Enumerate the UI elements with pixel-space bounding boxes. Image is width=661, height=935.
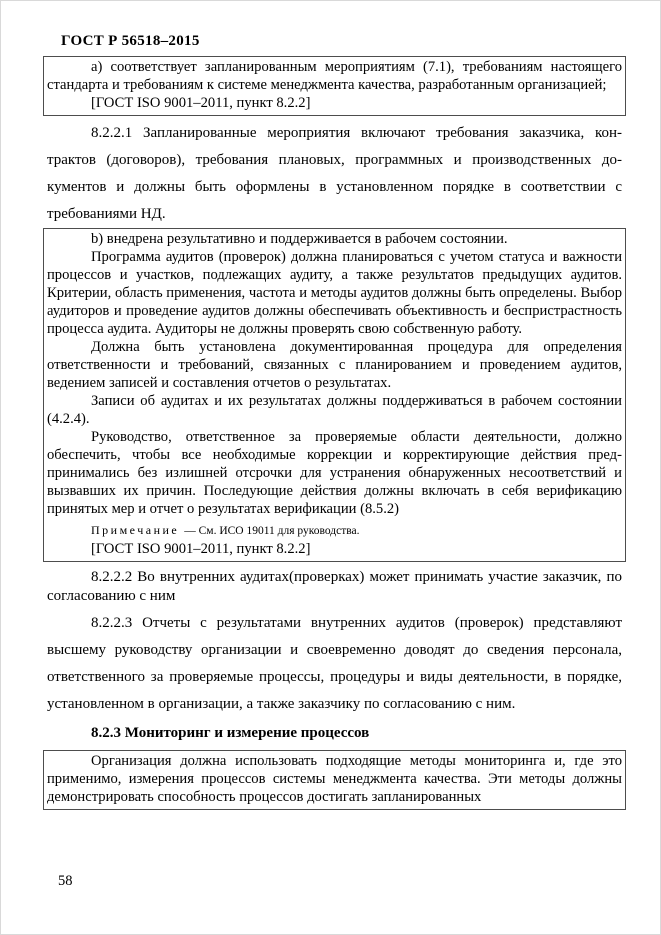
note-label: Примечание (91, 523, 180, 537)
audit-records-paragraph: Записи об аудитах и их результатах должны поддерживаться в рабочем состоянии (4.2.4). (47, 393, 622, 427)
quote-b-source-reference: [ГОСТ ISO 9001–2011, пункт 8.2.2] (91, 541, 311, 557)
document-designation: ГОСТ Р 56518–2015 (61, 33, 200, 49)
quote-a-source-reference: [ГОСТ ISO 9001–2011, пункт 8.2.2] (91, 95, 311, 111)
management-responsibility-paragraph: Руководство, ответственное за проверяемые области деятельности, должно обеспечить, чтобы все необходимые коррекции и корректирующие действия предпринимались без излишней отсрочки для устранения обнаруженных несоответствий и вызвавших их причин. Последующие действия должны включать в себя верификацию принятых мер и отчет о результатах верификации (8.5.2) (47, 429, 622, 517)
page-content (47, 32, 622, 810)
clause-8-2-2-1-paragraph: 8.2.2.1 Запланированные мероприятия включают требования заказчика, контрактов (договоров), требования плановых, программных и производственных документов и должны быть оформлены в установленном порядке в соответствии с требованиями НД. (47, 125, 622, 222)
quote-block-monitoring (43, 750, 626, 810)
monitoring-paragraph: Организация должна использовать подходящие методы мониторинга и, где это применимо, измерения процессов системы менеджмента качества. Эти методы должны демонстрировать способность процессов достигать запланированных (47, 753, 622, 805)
page-number: 58 (58, 873, 73, 889)
clause-8-2-2-3-paragraph: 8.2.2.3 Отчеты с результатами внутренних аудитов (проверок) представляют высшему руководству организации и своевременно доводят до сведения персонала, ответственного за проверяемые процессы, процедуры и виды деятельности, в порядке, установленном в организации, а также заказчику по согласованию с ним. (47, 615, 622, 712)
quote-block-b (43, 228, 626, 562)
documented-procedure-paragraph: Должна быть установлена документированная процедура для определения ответственности и требований, связанных с планированием и проведением аудитов, ведением записей и составления отчетов о результатах. (47, 339, 622, 391)
clause-b-text: b) внедрена результативно и поддерживается в рабочем состоянии. (91, 231, 508, 247)
clause-8-2-3-heading: 8.2.3 Мониторинг и измерение процессов (91, 725, 370, 741)
clause-8-2-2-2-paragraph: 8.2.2.2 Во внутренних аудитах(проверках) может принимать участие заказчик, по согласованию с ним (47, 569, 622, 604)
note-text: — См. ИСО 19011 для руководства. (184, 525, 360, 537)
note-line (47, 523, 622, 539)
quote-block-a (43, 56, 626, 116)
audit-program-paragraph: Программа аудитов (проверок) должна планироваться с учетом статуса и важности процессов и участков, подлежащих аудиту, а также результатов предыдущих аудитов. Критерии, область применения, частота и методы аудитов должны быть определены. Выбор аудиторов и проведение аудитов должны обеспечивать объективность и беспристрастность процесса аудита. Аудиторы не должны проверять свою собственную работу. (47, 249, 622, 337)
clause-a-text: а) соответствует запланированным мероприятиям (7.1), требованиям настоящего стандарта и требованиям к системе менеджмента качества, разработанным организацией; (47, 59, 622, 93)
